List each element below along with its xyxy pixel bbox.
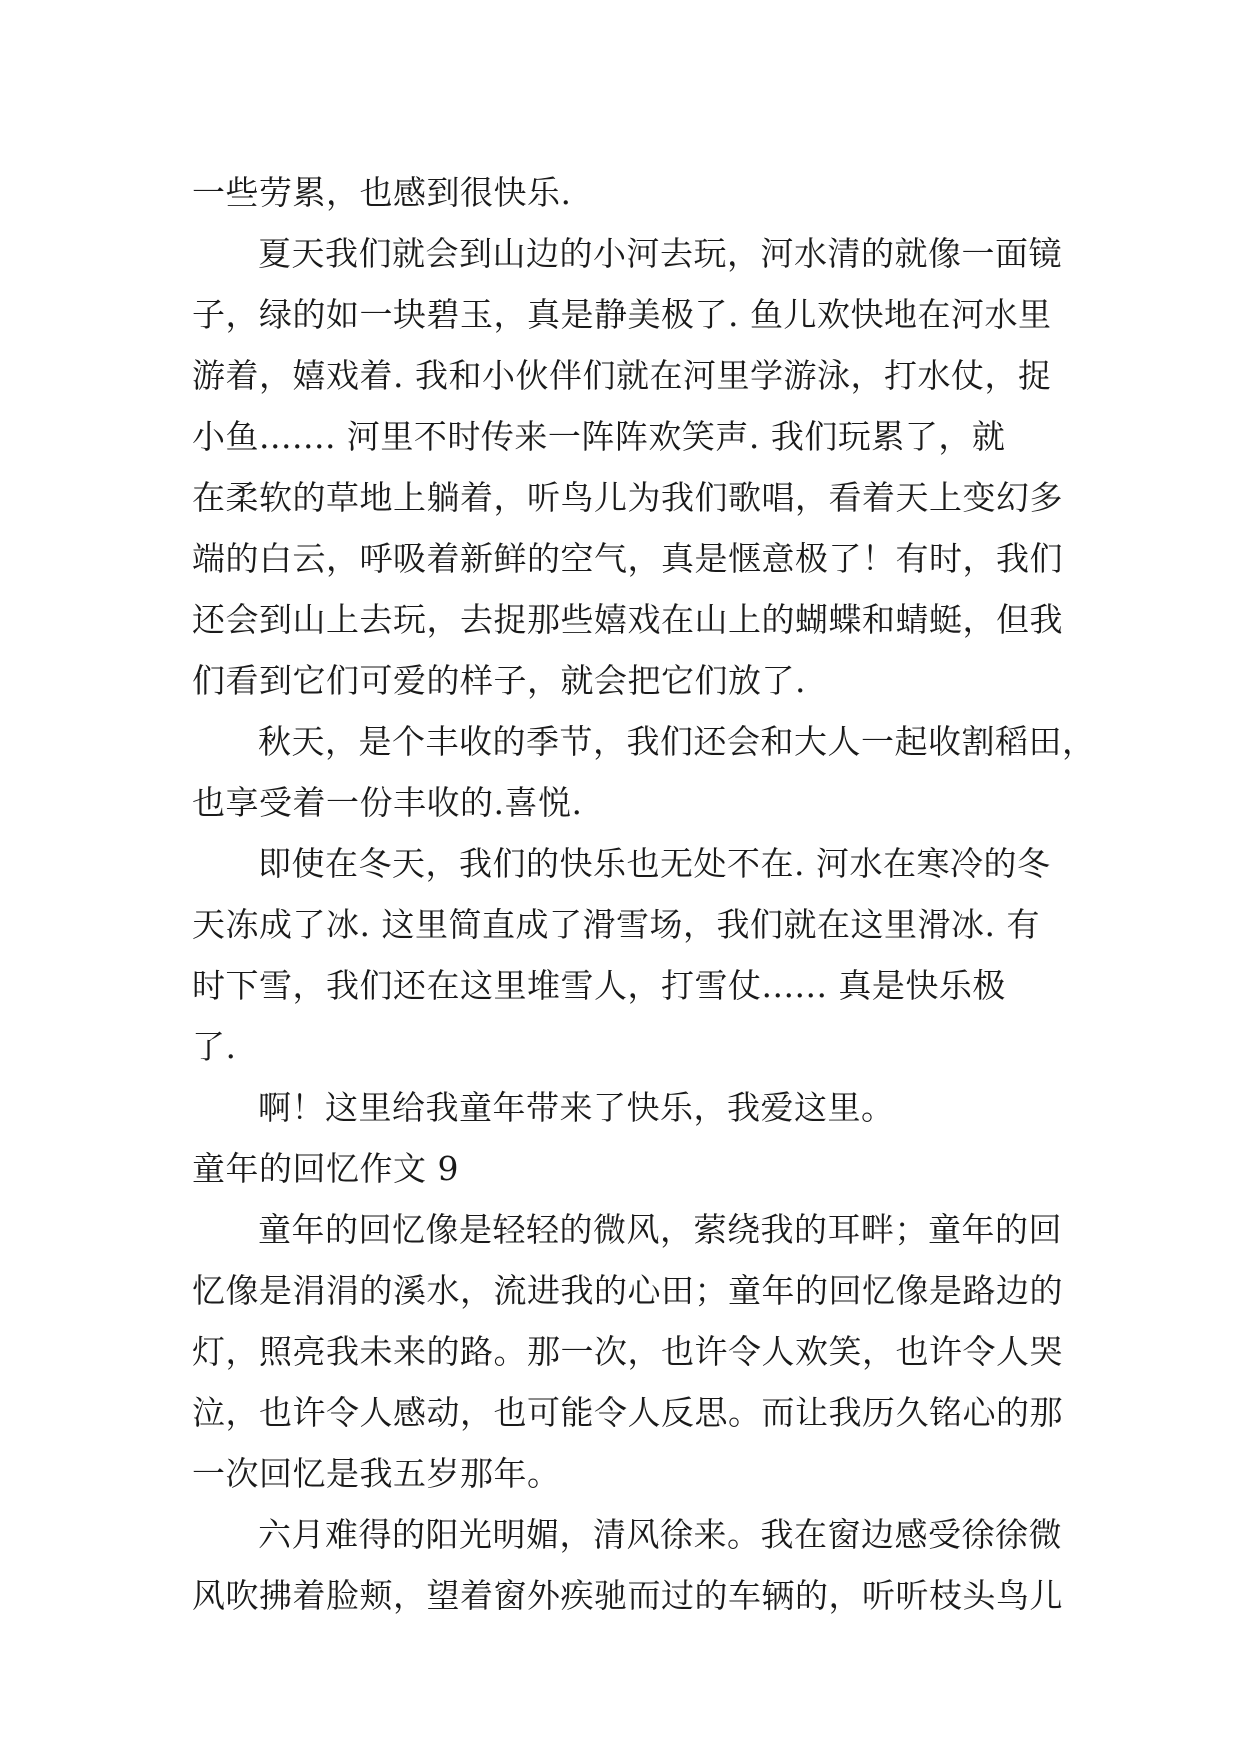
document-body — [192, 162, 1096, 1626]
text-line: 风吹拂着脸颊，望着窗外疾驰而过的车辆的，听听枝头鸟儿 — [192, 1576, 1063, 1615]
paragraph-first-line: 即使在冬天，我们的快乐也无处不在. 河水在寒冷的冬 — [258, 844, 1051, 883]
text-line: 童年的回忆作文 9 — [192, 1149, 459, 1188]
paragraph-first-line: 童年的回忆像是轻轻的微风，萦绕我的耳畔；童年的回 — [258, 1210, 1062, 1249]
text-line: 在柔软的草地上躺着，听鸟儿为我们歌唱，看着天上变幻多 — [192, 478, 1063, 517]
text-line: 忆像是涓涓的溪水，流进我的心田；童年的回忆像是路边的 — [192, 1271, 1063, 1310]
text-line: 泣，也许令人感动，也可能令人反思。而让我历久铭心的那 — [192, 1393, 1063, 1432]
text-line: 端的白云，呼吸着新鲜的空气，真是惬意极了！有时，我们 — [192, 539, 1063, 578]
text-line: 小鱼....... 河里不时传来一阵阵欢笑声. 我们玩累了，就 — [192, 417, 1006, 456]
text-line: 一次回忆是我五岁那年。 — [192, 1454, 561, 1493]
text-line: 一些劳累，也感到很快乐. — [192, 173, 572, 212]
text-line: 游着，嬉戏着. 我和小伙伴们就在河里学游泳，打水仗，捉 — [192, 356, 1052, 395]
text-line: 天冻成了冰. 这里简直成了滑雪场，我们就在这里滑冰. 有 — [192, 905, 1040, 944]
text-line: 们看到它们可爱的样子，就会把它们放了. — [192, 661, 806, 700]
paragraph-first-line: 六月难得的阳光明媚，清风徐来。我在窗边感受徐徐微 — [258, 1515, 1062, 1554]
text-line: 时下雪，我们还在这里堆雪人，打雪仗...... 真是快乐极 — [192, 966, 1006, 1005]
text-line: 灯，照亮我未来的路。那一次，也许令人欢笑，也许令人哭 — [192, 1332, 1063, 1371]
paragraph-first-line: 秋天，是个丰收的季节，我们还会和大人一起收割稻田， — [258, 722, 1096, 761]
text-line: 也享受着一份丰收的.喜悦. — [192, 783, 583, 822]
text-line: 子，绿的如一块碧玉，真是静美极了. 鱼儿欢快地在河水里 — [192, 295, 1052, 334]
paragraph-first-line: 夏天我们就会到山边的小河去玩，河水清的就像一面镜 — [258, 234, 1062, 273]
text-line: 还会到山上去玩，去捉那些嬉戏在山上的蝴蝶和蜻蜓，但我 — [192, 600, 1063, 639]
text-line: 了. — [192, 1027, 237, 1066]
paragraph-first-line: 啊！这里给我童年带来了快乐，我爱这里。 — [258, 1088, 895, 1127]
